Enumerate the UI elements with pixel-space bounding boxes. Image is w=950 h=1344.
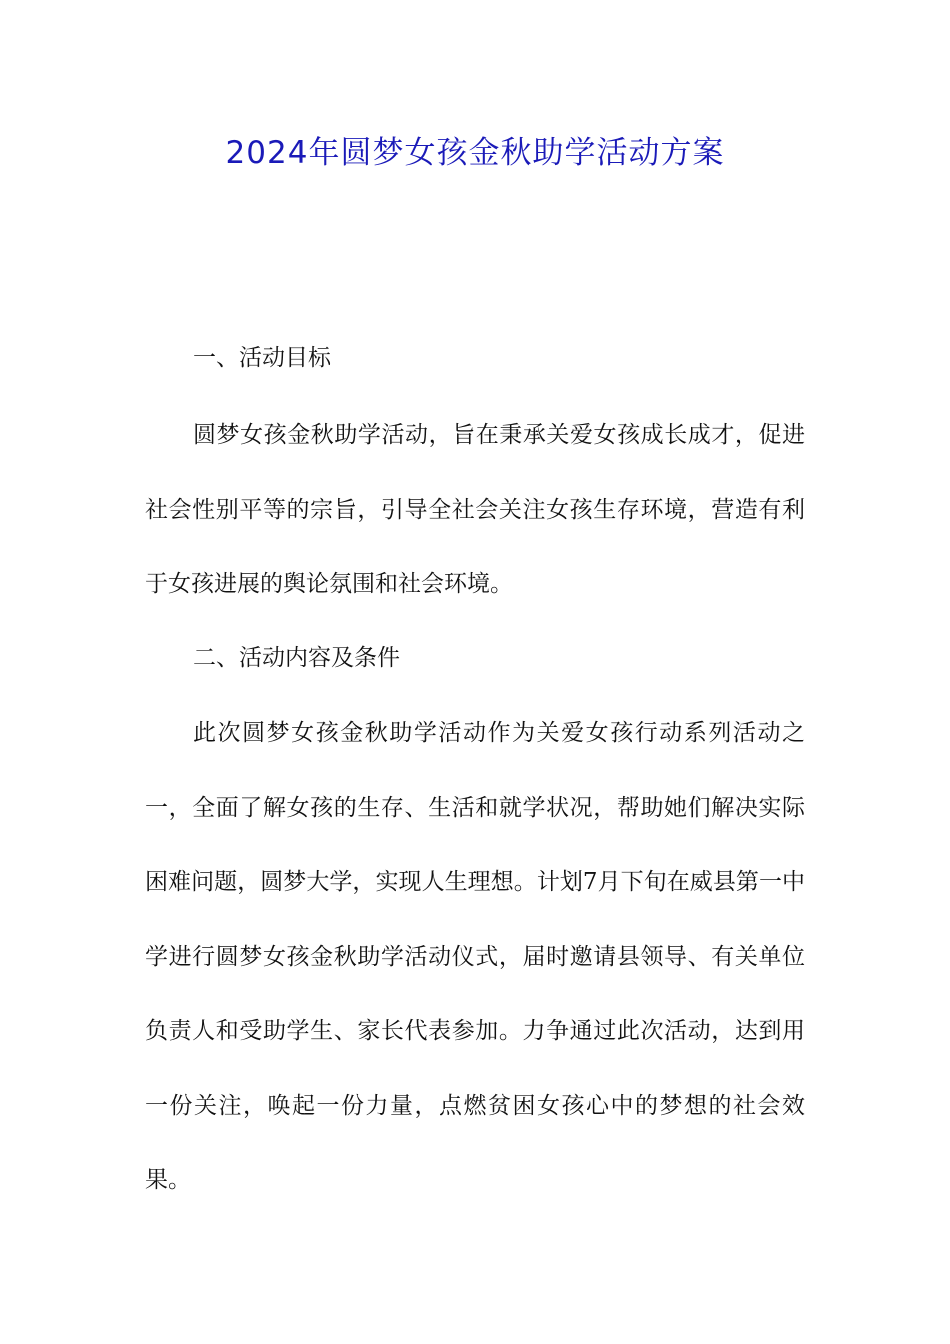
section-heading-content: 二、活动内容及条件 <box>193 645 400 671</box>
document-title: 2024年圆梦女孩金秋助学活动方案 <box>225 135 725 171</box>
section-heading-goals: 一、活动目标 <box>193 345 331 371</box>
section-paragraph-goals: 圆梦女孩金秋助学活动，旨在秉承关爱女孩成长成才，促进社会性别平等的宗旨，引导全社会关注女孩生存环境，营造有利于女孩进展的舆论氛围和社会环境。 <box>145 422 805 597</box>
section-paragraph-content: 此次圆梦女孩金秋助学活动作为关爱女孩行动系列活动之一，全面了解女孩的生存、生活和就学状况，帮助她们解决实际困难问题，圆梦大学，实现人生理想。计划7月下旬在威县第一中学进行圆梦女孩金秋助学活动仪式，届时邀请县领导、有关单位负责人和受助学生、家长代表参加。力争通过此次活动，达到用一份关注，唤起一份力量，点燃贫困女孩心中的梦想的社会效果。 <box>145 720 805 1193</box>
